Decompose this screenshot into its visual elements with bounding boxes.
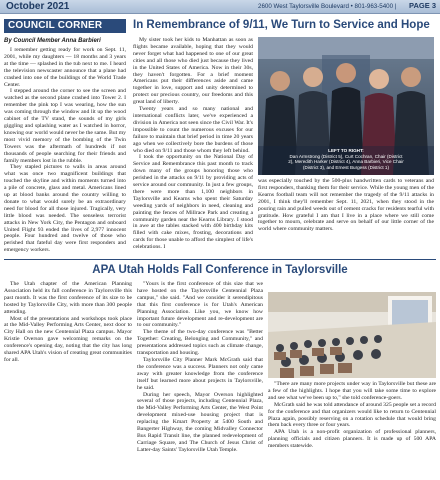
city-address: 2600 West Taylorsville Boulevard • 801-963-5400 | <box>258 3 397 10</box>
council-members-photo <box>258 37 434 175</box>
byline: By Council Member Anna Barbieri <box>4 38 101 44</box>
paragraph: They stapled pictures to walls in areas around what was once two magnificent buildings that touched the skyline and within moments turned into a pile of concrete, glass and metal. Americans lined up at blood banks around the country willing to donate to what would surely be an extraordinary need for blood for all those injured. Tragically, very little blood was needed. The senseless terrorist attacks in New York City, the Pentagon and onboard United Flight 93 ended the lives of 2,977 innocent people. Four hundred and twelve of those who perished that fateful day were first responders and emergency workers. <box>4 164 126 254</box>
article2-column-1 <box>4 281 132 477</box>
caption-line: 2), Meredith Harker (District 4), Anna Barbieri, Vice Chair <box>288 159 404 164</box>
conference-photo-illustration <box>268 292 436 378</box>
caption-line: Dan Armstrong (District 5), Curt Cochran, Chair (District <box>289 153 403 159</box>
paragraph: APA Utah is a non-profit organization of professional planners, planning officials and citizen planners. It is made up of 500 APA members statewide. <box>268 429 436 450</box>
issue-date: October 2021 <box>6 1 70 12</box>
paragraph: McGrath said he was told attendance of around 325 people set a record for the conference and that organizers would like to return to Centennial Plaza again, possibly reserving on a rotation schedule that would bring them back every three or four years. <box>268 401 436 429</box>
article2-column-3 <box>268 381 436 477</box>
section-divider <box>4 259 436 260</box>
council-corner-banner <box>4 19 126 33</box>
page-number: PAGE 3 <box>409 1 436 10</box>
caption-line: (District 3), and Ernest Burgess (District 1) <box>302 164 390 170</box>
council-corner-title: COUNCIL CORNER <box>8 20 103 31</box>
paragraph: The Utah chapter of the American Planning Association held its fall conference in Taylorsville this past month. It was the first conference of its size to be hosted by Taylorsville City, with more than 300 people attending. <box>4 281 132 315</box>
paragraph: I remember getting ready for work on Sept. 11, 2001, while my daughters — 18 months and 3 years at the time — splashed in the tub next to me. I heard the television newscaster announce that a plane had crashed into one of the buildings of the World Trade Center. <box>4 47 126 88</box>
caption-line: LEFT TO RIGHT: <box>328 148 364 153</box>
article1-column-3 <box>258 178 434 258</box>
conference-hall-photo <box>268 292 436 378</box>
paragraph: "There are many more projects under way in Taylorsville but these are a few of the highlights. I hope that you will take some time to explore and see what we've been up to," she told conference-goers. <box>268 381 436 401</box>
article2-column-2 <box>137 281 263 477</box>
paragraph: During her speech, Mayor Overson highlighted several of those projects, including Centennial Plaza, the Mid-Valley Performing Arts Center, the West Point development mixed-use housing project that is replacing the Kmart Property at 5400 South and Bangerter Highway, the coming Midvalley Connector Bus Rapid Transit line, the planned redevelopment of Carriage Square, and The Church of Jesus Christ of Latter-day Saints' Taylorsville Utah Temple. <box>137 391 263 453</box>
article1-column-2 <box>133 37 253 257</box>
paragraph: My sister took her kids to Manhattan as soon as flights became available, hoping that they would never forget what had happened to one of our great cities and all those who died just because they lived in the United States of America. Now in their 30s, they haven't forgotten. For a brief moment Americans put their differences aside and came together in love, support and unity determined to protect our precious country, our freedoms and this great land of liberty. <box>133 37 253 106</box>
headline-apa-conference: APA Utah Holds Fall Conference in Taylorsville <box>92 264 348 276</box>
paragraph: "Yours is the first conference of this size that we have hosted on the Taylorsville Centennial Plaza campus," she said. "And we consider it serendipitous that this first conference is for Utah's American Planning Association. Like you, we know how important future development and re-development are to our community." <box>137 281 263 329</box>
page-header-bar <box>0 0 440 14</box>
headline-remembrance: In Remembrance of 9/11, We Turn to Service and Hope <box>133 19 430 31</box>
council-corner-column <box>4 47 126 257</box>
paragraph: Taylorsville City Planner Mark McGrath said that the conference was a success. Planners not only came away with greater knowledge from the conference itself but learned more about projects in Taylorsville, he said. <box>137 356 263 391</box>
paragraph: Most of the presentations and workshops took place at the Mid-Valley Performing Arts Center, next door to City Hall on the new Centennial Plaza campus. Mayor Kristie Overson gave welcoming remarks on the conference's opening day, noting that the city has long shared APA Utah's vision of creating great communities for all. <box>4 315 132 363</box>
paragraph: I took the opportunity on the National Day of Service and Remembrance this past month to track down many of the groups honoring those who perished in the attacks on 9/11 by providing acts of service around our community. In just a few groups, there were more than 1,100 neighbors in Taylorsville and Kearns who spent their Saturday weeding yards of neighbors in need, cleaning and painting the fences of Millrace Park and creating a community garden near the Kearns Library. I stood in awe at the tables stacked with 400 birthday kits filled with cake mixes, frosting, decorations and cards for those unable to afford the simplest of life's celebrations. I <box>133 154 253 251</box>
paragraph: was especially touched by the 500-plus handwritten cards to veterans and first responders, thanking them for their service. While the young men of the Kearns football team will not remember the tragedy of the 9/11 attacks in 2001, I think they'll remember Sept. 11, 2021, when they stood in the pouring rain and pulled weeds out of cement cracks for residents tearful with gratitude. How grateful I am that I live in a place where we still come together to mourn, celebrate and serve on behalf of our little corner of the world where community matters. <box>258 178 434 233</box>
photo-caption <box>258 146 434 175</box>
paragraph: The theme of the two-day conference was "Better Together: Creating, Belonging and Community," and presentations addressed topics such as climate change, transportation and housing. <box>137 329 263 357</box>
paragraph: I stepped around the corner to see the screen and watched as the second plane crashed into Tower 2. I remember the pink top I was wearing, how the sun was coming through the window and lit up the wood cabinet of the TV stand, the sounds of my girls giggling and splashing water as I watched in horror, knowing our world would never be the same. But my most vivid memory of the bombing of the Twin Towers was the aftermath of hundreds if not thousands of people searching for their friends and family members lost in the rubble. <box>4 88 126 164</box>
paragraph: Twenty years and so many national and international conflicts later, we've experienced a division in America not seen since the Civil War. It's impossible to count the numerous excuses for our failure to maintain that brief period in time 20 years ago when we collectively bore the burdens of those who died on 9/11 and those whom they left behind. <box>133 106 253 154</box>
